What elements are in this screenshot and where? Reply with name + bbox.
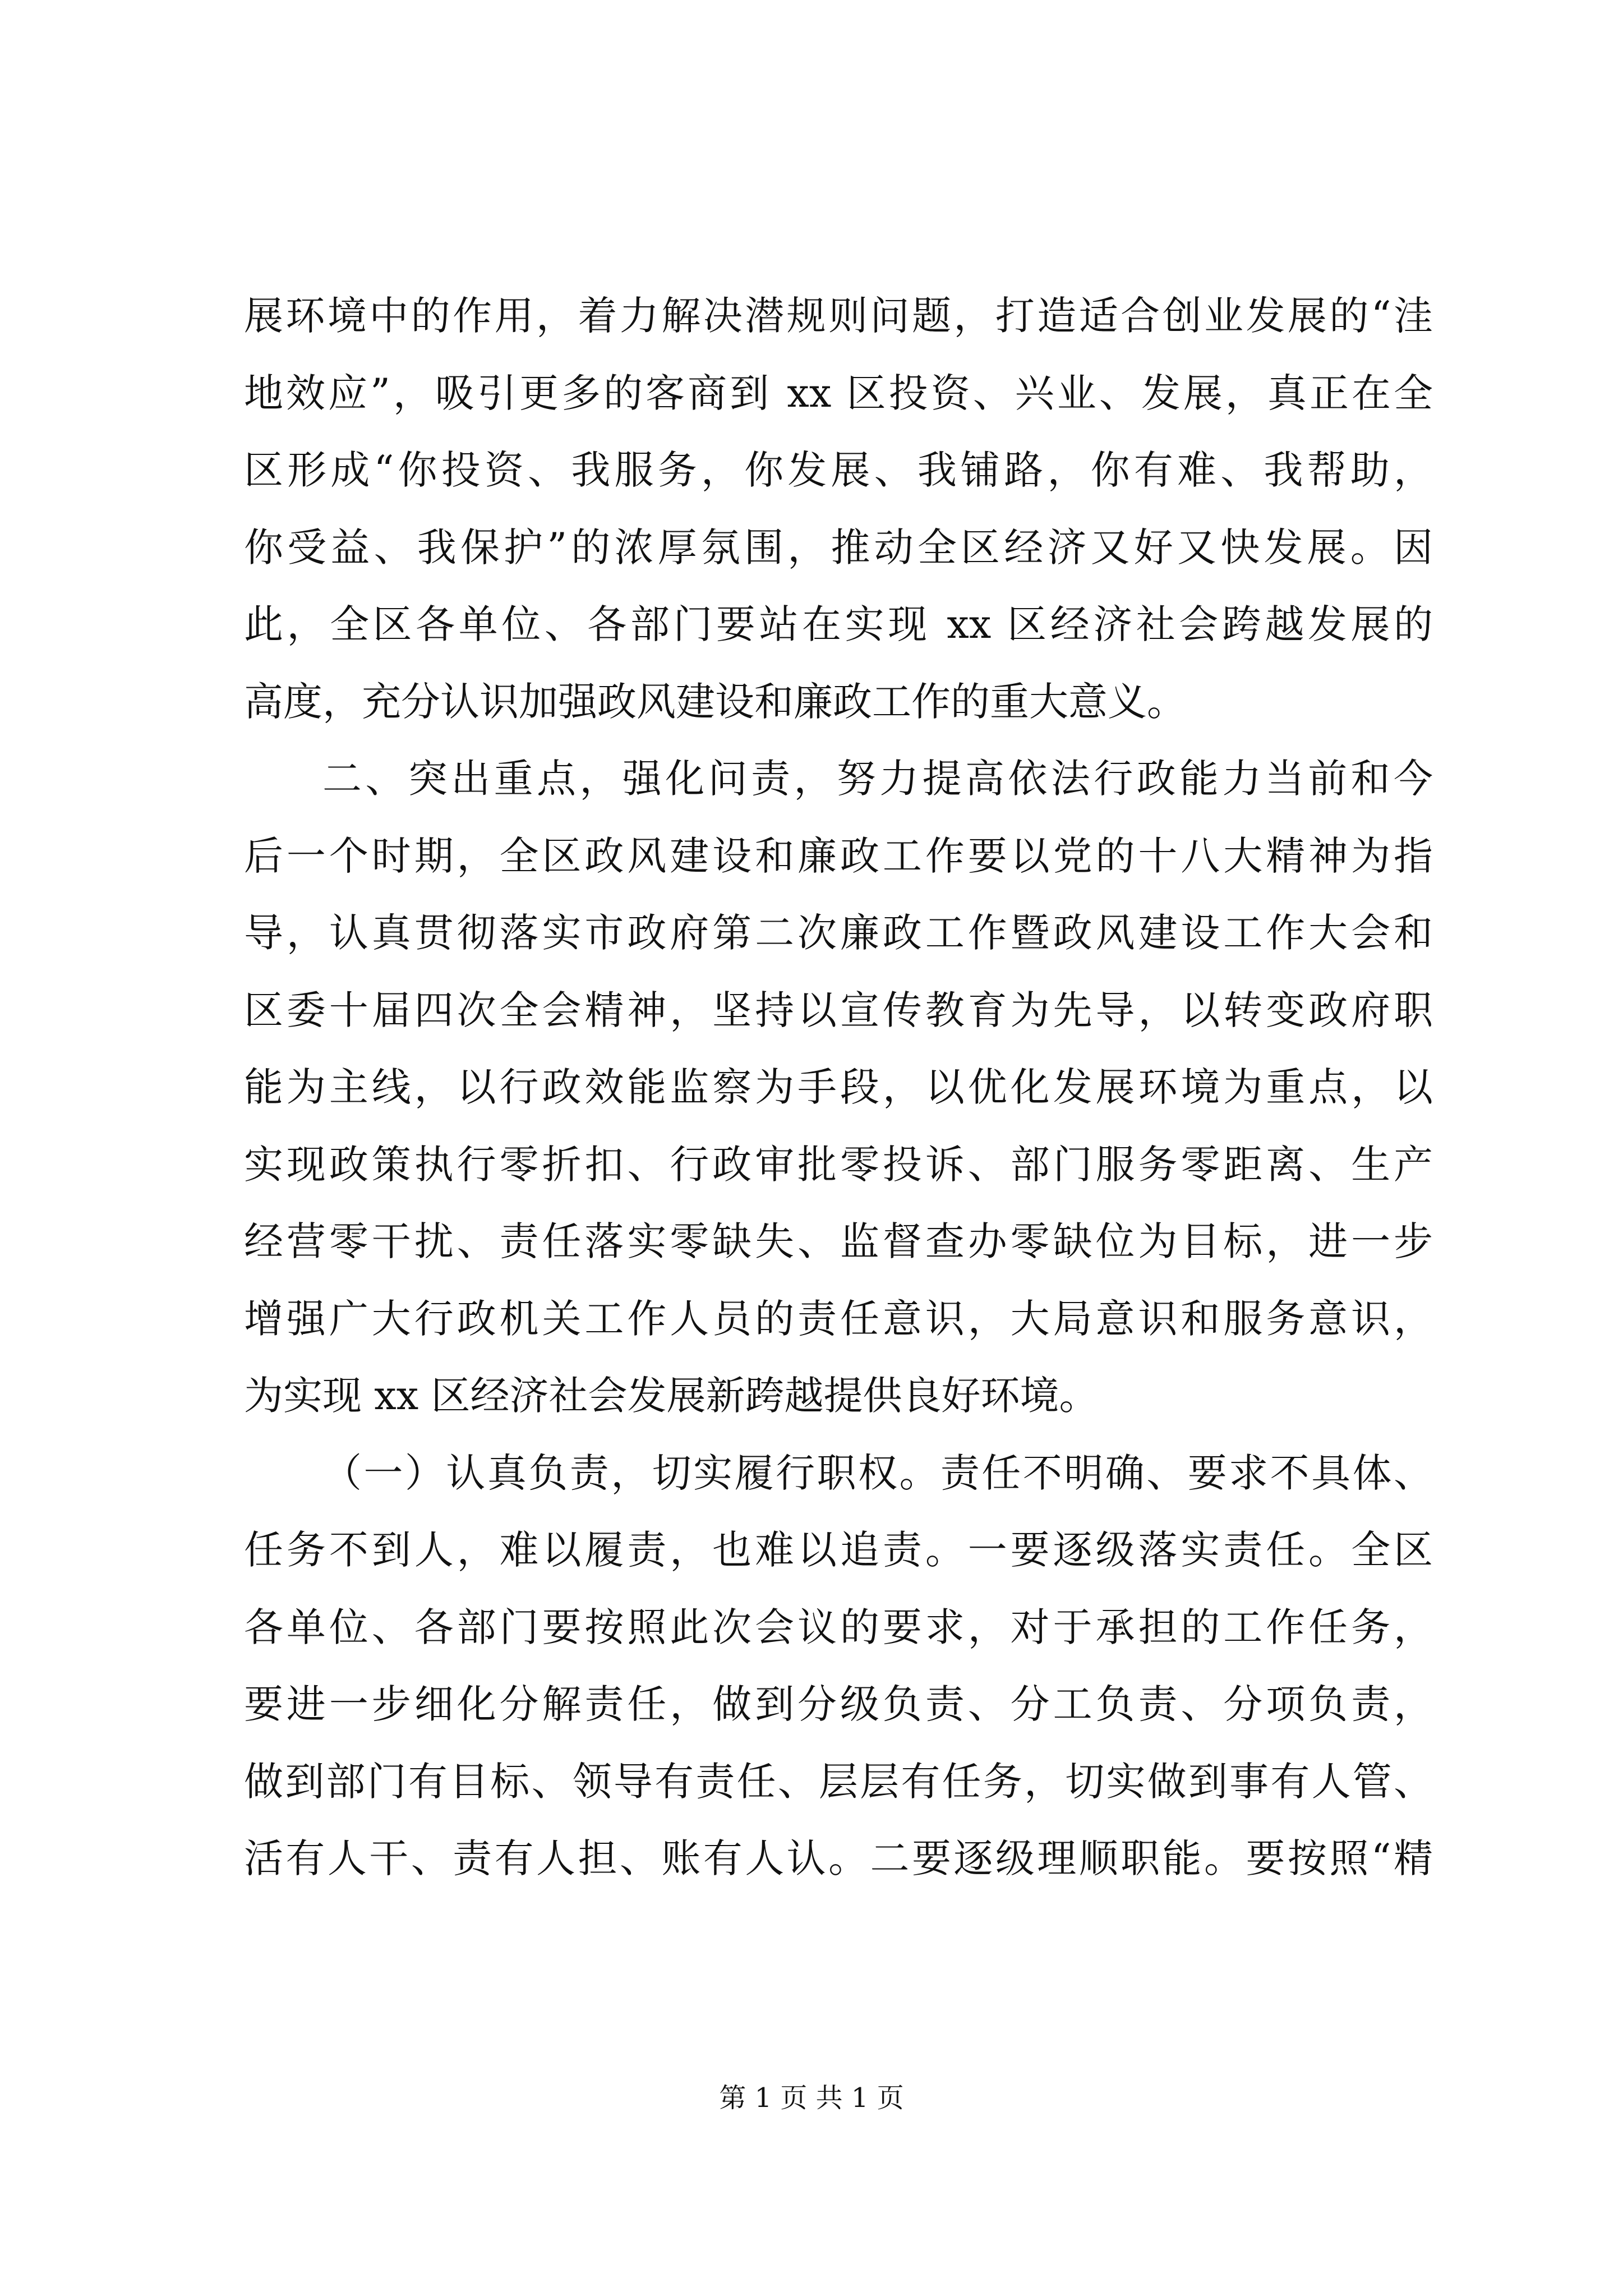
text-line: 区委十届四次全会精神，坚持以宣传教育为先导，以转变政府职: [244, 987, 1433, 1033]
text-line: 做到部门有目标、领导有责任、层层有任务，切实做到事有人管、: [244, 1758, 1433, 1805]
text-line: 活有人干、责有人担、账有人认。二要逐级理顺职能。要按照“精: [244, 1835, 1433, 1881]
text-line: 导，认真贯彻落实市政府第二次廉政工作暨政风建设工作大会和: [244, 910, 1433, 956]
text-line: 此，全区各单位、各部门要站在实现 xx 区经济社会跨越发展的: [244, 601, 1433, 647]
text-line: 后一个时期，全区政风建设和廉政工作要以党的十八大精神为指: [244, 832, 1433, 879]
text-line: 地效应”，吸引更多的客商到 xx 区投资、兴业、发展，真正在全: [244, 370, 1433, 416]
text-line: 经营零干扰、责任落实零缺失、监督查办零缺位为目标，进一步: [244, 1218, 1433, 1264]
text-line: 区形成“你投资、我服务，你发展、我铺路，你有难、我帮助，: [244, 447, 1433, 493]
text-line: 各单位、各部门要按照此次会议的要求，对于承担的工作任务，: [244, 1604, 1433, 1650]
subsection-heading-line: （一）认真负责，切实履行职权。责任不明确、要求不具体、: [322, 1450, 1433, 1496]
text-line: 要进一步细化分解责任，做到分级负责、分工负责、分项负责，: [244, 1681, 1433, 1727]
page-footer: 第 1 页 共 1 页: [719, 2082, 904, 2114]
text-line: 增强广大行政机关工作人员的责任意识，大局意识和服务意识，: [244, 1295, 1433, 1342]
text-line: 为实现 xx 区经济社会发展新跨越提供良好环境。: [244, 1373, 1099, 1419]
text-line: 任务不到人，难以履责，也难以追责。一要逐级落实责任。全区: [244, 1527, 1433, 1573]
text-line: 你受益、我保护”的浓厚氛围，推动全区经济又好又快发展。因: [244, 524, 1433, 570]
text-line: 能为主线，以行政效能监察为手段，以优化发展环境为重点，以: [244, 1064, 1433, 1110]
document-body: [244, 278, 1433, 1898]
text-line: 实现政策执行零折扣、行政审批零投诉、部门服务零距离、生产: [244, 1141, 1433, 1188]
text-line: 高度，充分认识加强政风建设和廉政工作的重大意义。: [244, 678, 1186, 725]
section-heading-line: 二、突出重点，强化问责，努力提高依法行政能力当前和今: [322, 756, 1433, 802]
text-line: 展环境中的作用，着力解决潜规则问题，打造适合创业发展的“洼: [244, 293, 1433, 339]
